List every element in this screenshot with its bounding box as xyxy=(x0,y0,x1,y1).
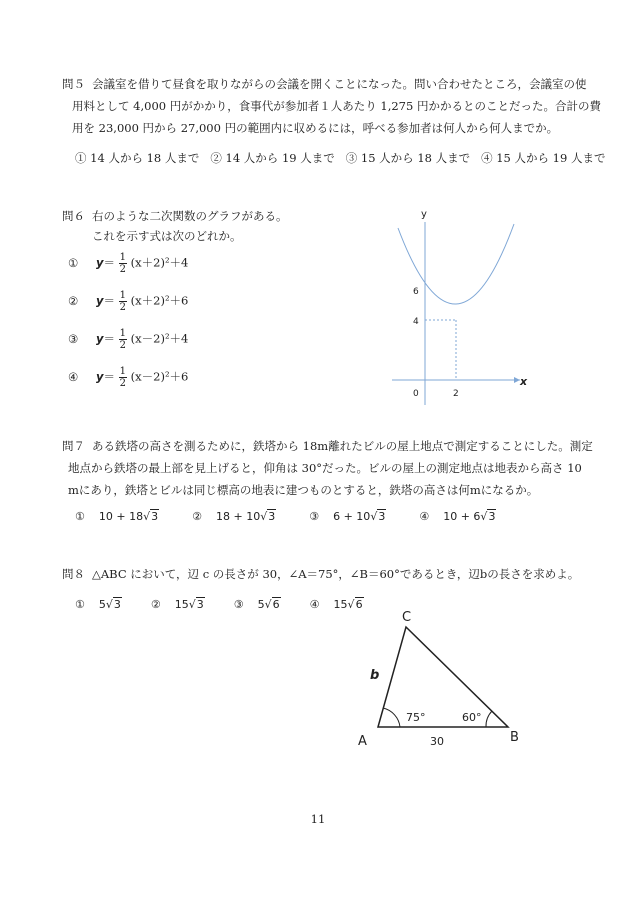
q7-label: 問７ xyxy=(62,439,85,453)
q5-text-line-3: 用を 23,000 円から 27,000 円の範囲内に収めるには，呼べる参加者は何人から何人までか。 xyxy=(72,121,559,135)
q5-option-2: ② 14 人から 19 人まで xyxy=(210,151,335,165)
q7-option-1: ① 10 + 18√3 xyxy=(75,510,159,523)
q6-option-1-den: 2 xyxy=(119,264,126,275)
q8-option-4: ④ 15√6 xyxy=(309,598,363,611)
q8-label: 問８ xyxy=(62,567,85,581)
side-b-label: b xyxy=(370,668,380,683)
angle-b-label: 60° xyxy=(462,711,482,724)
q8-option-2: ② 15√3 xyxy=(150,598,204,611)
q8-triangle-diagram xyxy=(350,605,530,755)
q7-text-line-2: 地点から鉄塔の最上部を見上げると，仰角は 30°だった。ビルの屋上の測定地点は地表から高さ 10 xyxy=(68,461,582,475)
page-number: 11 xyxy=(310,812,326,826)
q6-option-2 xyxy=(68,290,188,313)
q7-option-4: ④ 10 + 6√3 xyxy=(419,510,496,523)
q8-option-1: ① 5√3 xyxy=(75,598,121,611)
vertex-a-label: A xyxy=(358,734,367,749)
q6-option-4-inner: (x－2) xyxy=(130,369,165,384)
q6-option-2-inner: (x＋2) xyxy=(130,293,165,308)
q7-option-2: ② 18 + 10√3 xyxy=(192,510,276,523)
q6-option-3-num: 1 xyxy=(119,328,126,339)
q6-option-4-rest: ²＋6 xyxy=(164,369,189,384)
q6-option-1-inner: (x＋2) xyxy=(130,255,165,270)
q6-option-1-rest: ²＋4 xyxy=(164,255,189,270)
q6-parabola-graph xyxy=(380,200,540,410)
q6-label: 問６ xyxy=(62,209,85,223)
q6-option-3-inner: (x－2) xyxy=(130,331,165,346)
q6-option-1 xyxy=(68,252,188,275)
angle-a-label: 75° xyxy=(406,711,426,724)
q6-option-4 xyxy=(68,366,188,389)
q7-option-3: ③ 6 + 10√3 xyxy=(309,510,386,523)
q5-option-4: ④ 15 人から 19 人まで xyxy=(481,151,606,165)
vertex-c-label: C xyxy=(402,610,412,625)
q6-option-4-num: 1 xyxy=(119,366,126,377)
q6-option-2-num: 1 xyxy=(119,290,126,301)
graph-x-label: x xyxy=(520,375,528,388)
q6-option-2-rest: ²＋6 xyxy=(164,293,189,308)
q6-option-2-den: 2 xyxy=(119,302,126,313)
q5-options xyxy=(75,150,605,166)
q6-option-3-den: 2 xyxy=(119,340,126,351)
q6-option-3-mark: ③ xyxy=(68,331,79,346)
q5-label: 問５ xyxy=(62,77,85,91)
q6-option-4-mark: ④ xyxy=(68,369,79,384)
q8-text-line: △ABC において，辺 c の長さが 30，∠A＝75°，∠B＝60°であるとき，辺bの長さを求めよ。 xyxy=(92,567,580,581)
q6-option-1-eq: ＝ xyxy=(103,255,115,270)
q6-option-3-y: y xyxy=(95,331,104,346)
side-c-length: 30 xyxy=(430,735,444,748)
vertex-b-label: B xyxy=(510,730,519,745)
q5-text-line-1: 会議室を借りて昼食を取りながらの会議を開くことになった。問い合わせたところ，会議室の使 xyxy=(92,77,587,91)
q6-option-3 xyxy=(68,328,188,351)
graph-origin-label: 0 xyxy=(413,389,419,399)
q5-option-1: ① 14 人から 18 人まで xyxy=(75,151,200,165)
angle-b-arc xyxy=(486,711,492,727)
q6-text-line-1: 右のような二次関数のグラフがある。 xyxy=(92,209,288,223)
graph-y-tick-6: 6 xyxy=(413,287,419,297)
graph-y-tick-4: 4 xyxy=(413,317,419,327)
q6-option-4-den: 2 xyxy=(119,378,126,389)
q6-text-line-2: これを示す式は次のどれか。 xyxy=(92,229,242,243)
q6-option-4-y: y xyxy=(95,369,104,384)
q6-option-1-y: y xyxy=(95,255,104,270)
q7-options xyxy=(75,510,496,523)
q6-option-2-y: y xyxy=(95,293,104,308)
q6-option-2-mark: ② xyxy=(68,293,79,308)
q7-text-line-1: ある鉄塔の高さを測るために，鉄塔から 18m離れたビルの屋上地点で測定することにした。測定 xyxy=(92,439,593,453)
q6-option-1-mark: ① xyxy=(68,255,79,270)
q6-option-4-eq: ＝ xyxy=(103,369,115,384)
graph-y-label: y xyxy=(421,209,427,220)
graph-x-tick-2: 2 xyxy=(453,389,459,399)
q6-option-3-rest: ²＋4 xyxy=(164,331,189,346)
q5-text-line-2: 用料として 4,000 円がかかり，食事代が参加者１人あたり 1,275 円かかるとのことだった。合計の費 xyxy=(72,99,601,113)
triangle-abc xyxy=(378,627,508,727)
q7-text-line-3: mにあり，鉄塔とビルは同じ標高の地表に建つものとすると，鉄塔の高さは何mになるか。 xyxy=(68,483,539,497)
q5-option-3: ③ 15 人から 18 人まで xyxy=(345,151,471,165)
q6-option-1-num: 1 xyxy=(119,252,126,263)
q6-option-3-eq: ＝ xyxy=(103,331,115,346)
q6-option-2-eq: ＝ xyxy=(103,293,115,308)
q8-options xyxy=(75,598,364,611)
q8-option-3: ③ 5√6 xyxy=(233,598,280,611)
angle-a-arc xyxy=(383,708,400,727)
